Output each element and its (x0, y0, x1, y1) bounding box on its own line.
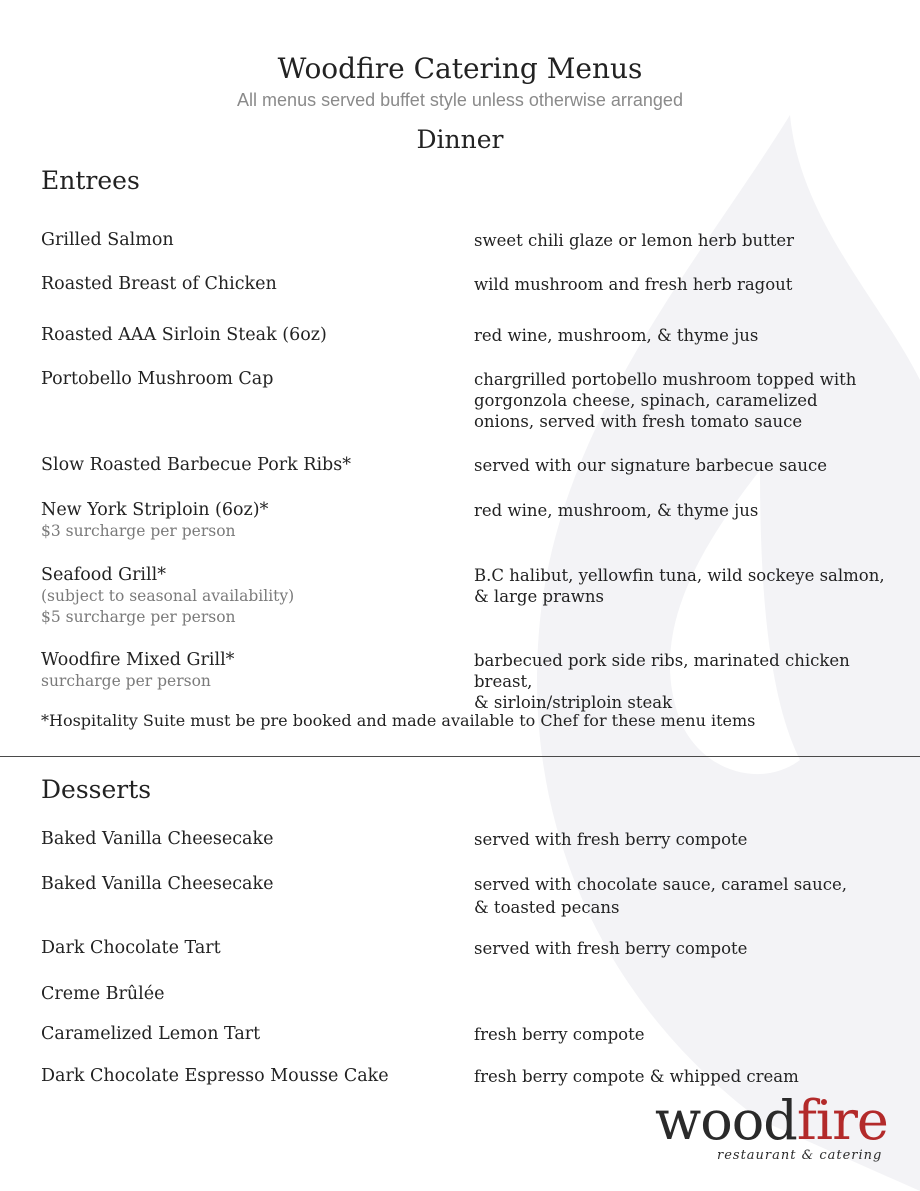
entree-desc: red wine, mushroom, & thyme jus (474, 501, 759, 520)
meal-heading: Dinner (416, 125, 504, 154)
logo-tagline: restaurant & catering (717, 1148, 883, 1163)
desserts-heading: Desserts (41, 775, 152, 804)
dessert-desc: fresh berry compote & whipped cream (474, 1067, 799, 1086)
entree-name: Roasted Breast of Chicken (41, 274, 277, 294)
entree-desc: & sirloin/striploin steak (474, 693, 673, 712)
dessert-name: Dark Chocolate Espresso Mousse Cake (41, 1066, 389, 1086)
entrees-footnote: *Hospitality Suite must be pre booked and made available to Chef for these menu items (41, 711, 756, 730)
entree-note: $3 surcharge per person (41, 522, 236, 540)
entree-desc: served with our signature barbecue sauce (474, 456, 827, 475)
entree-name: Roasted AAA Sirloin Steak (6oz) (41, 325, 327, 345)
page-subtitle: All menus served buffet style unless otherwise arranged (237, 90, 683, 110)
logo-wordmark (655, 1090, 888, 1152)
entree-desc: barbecued pork side ribs, marinated chicken breast, (474, 651, 850, 691)
dessert-name: Baked Vanilla Cheesecake (41, 874, 274, 894)
entree-desc: sweet chili glaze or lemon herb butter (474, 231, 795, 250)
dessert-name: Creme Brûlée (41, 984, 165, 1004)
entree-desc: & large prawns (474, 587, 605, 606)
dessert-name: Caramelized Lemon Tart (41, 1024, 261, 1044)
dessert-desc: served with chocolate sauce, caramel sauce, (474, 875, 847, 894)
section-divider (0, 756, 920, 757)
entree-desc: B.C halibut, yellowfin tuna, wild sockeye salmon, (474, 566, 885, 585)
entree-desc: red wine, mushroom, & thyme jus (474, 326, 759, 345)
entree-desc: wild mushroom and fresh herb ragout (474, 275, 793, 294)
entree-name: Grilled Salmon (41, 230, 174, 250)
entree-desc: gorgonzola cheese, spinach, caramelized (474, 391, 818, 410)
dessert-desc: fresh berry compote (474, 1025, 645, 1044)
page-title: Woodfire Catering Menus (277, 52, 643, 85)
entree-name: Portobello Mushroom Cap (41, 369, 274, 389)
dessert-desc: & toasted pecans (474, 898, 620, 917)
entree-note: (subject to seasonal availability) (41, 587, 295, 605)
entree-name: New York Striploin (6oz)* (41, 500, 269, 520)
dessert-desc: served with fresh berry compote (474, 830, 748, 849)
entree-name: Woodfire Mixed Grill* (41, 650, 235, 670)
entree-note: $5 surcharge per person (41, 608, 236, 626)
entree-name: Slow Roasted Barbecue Pork Ribs* (41, 455, 351, 475)
logo-word-accent: fire (796, 1089, 888, 1152)
woodfire-logo (655, 1089, 888, 1170)
entree-desc: chargrilled portobello mushroom topped with (474, 370, 857, 389)
dessert-name: Dark Chocolate Tart (41, 938, 221, 958)
dessert-desc: served with fresh berry compote (474, 939, 748, 958)
entree-desc: onions, served with fresh tomato sauce (474, 412, 803, 431)
entree-note: surcharge per person (41, 672, 211, 690)
entree-name: Seafood Grill* (41, 565, 166, 585)
logo-word-dark: wood (655, 1089, 797, 1152)
entrees-heading: Entrees (41, 166, 140, 195)
dessert-name: Baked Vanilla Cheesecake (41, 829, 274, 849)
